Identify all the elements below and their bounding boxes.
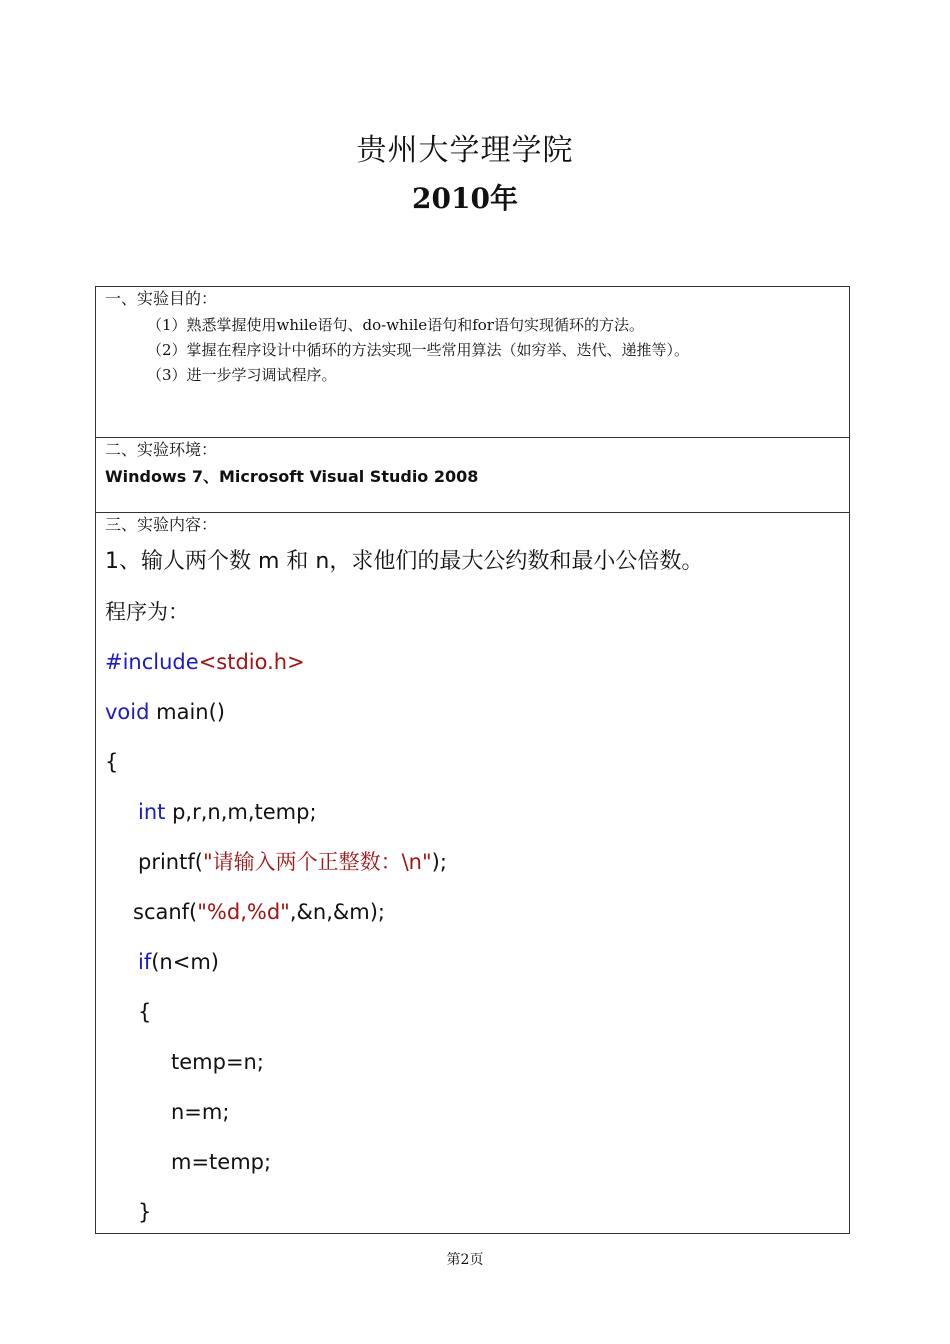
objective-item-3: （3）进一步学习调试程序。 bbox=[147, 366, 337, 384]
code-line-main bbox=[105, 699, 225, 725]
environment-value: Windows 7、Microsoft Visual Studio 2008 bbox=[105, 467, 479, 486]
code-string: <stdio.h> bbox=[198, 650, 305, 674]
content-heading: 三、实验内容： bbox=[105, 515, 218, 534]
code-text: ); bbox=[431, 850, 447, 874]
code-keyword: if bbox=[138, 950, 152, 974]
code-line-swap-1: temp=n; bbox=[171, 1050, 264, 1074]
section-content bbox=[96, 513, 849, 1233]
objectives-heading: 一、实验目的： bbox=[105, 289, 218, 308]
objective-item-1: （1）熟悉掌握使用while语句、do-while语句和for语句实现循环的方法。 bbox=[147, 316, 644, 334]
code-keyword: #include bbox=[105, 650, 199, 674]
code-line-printf bbox=[138, 849, 447, 875]
code-line-decl bbox=[138, 799, 317, 825]
section-environment bbox=[96, 438, 849, 513]
document-title: 贵州大学理学院 bbox=[356, 133, 574, 168]
code-text: p,r,n,m,temp; bbox=[165, 800, 317, 824]
document-year: 2010年 bbox=[412, 182, 518, 215]
code-text: (n<m) bbox=[151, 950, 219, 974]
code-string: "请输入两个正整数：\n" bbox=[202, 850, 432, 874]
code-text: main() bbox=[149, 700, 225, 724]
code-line-if bbox=[138, 949, 219, 975]
code-line-include bbox=[105, 649, 305, 675]
code-keyword: int bbox=[138, 800, 166, 824]
page-number: 第2页 bbox=[446, 1252, 484, 1268]
code-line-if-open-brace: { bbox=[138, 1000, 152, 1024]
section-objectives bbox=[96, 287, 849, 438]
objective-item-2: （2）掌握在程序设计中循环的方法实现一些常用算法（如穷举、迭代、递推等）。 bbox=[147, 341, 690, 359]
code-line-swap-2: n=m; bbox=[171, 1100, 230, 1124]
code-text: scanf( bbox=[133, 900, 198, 924]
code-line-open-brace: { bbox=[105, 750, 119, 774]
code-text: ,&n,&m); bbox=[289, 900, 385, 924]
task-statement: 1、输人两个数 m 和 n，求他们的最大公约数和最小公倍数。 bbox=[105, 549, 704, 574]
code-line-swap-3: m=temp; bbox=[171, 1150, 272, 1174]
program-label: 程序为： bbox=[105, 600, 189, 624]
environment-heading: 二、实验环境： bbox=[105, 440, 218, 459]
code-line-if-close-brace: } bbox=[138, 1200, 152, 1224]
report-table bbox=[95, 286, 850, 1234]
code-keyword: void bbox=[105, 700, 150, 724]
code-string: "%d,%d" bbox=[197, 900, 290, 924]
code-line-scanf bbox=[133, 899, 385, 925]
code-text: printf( bbox=[138, 850, 203, 874]
